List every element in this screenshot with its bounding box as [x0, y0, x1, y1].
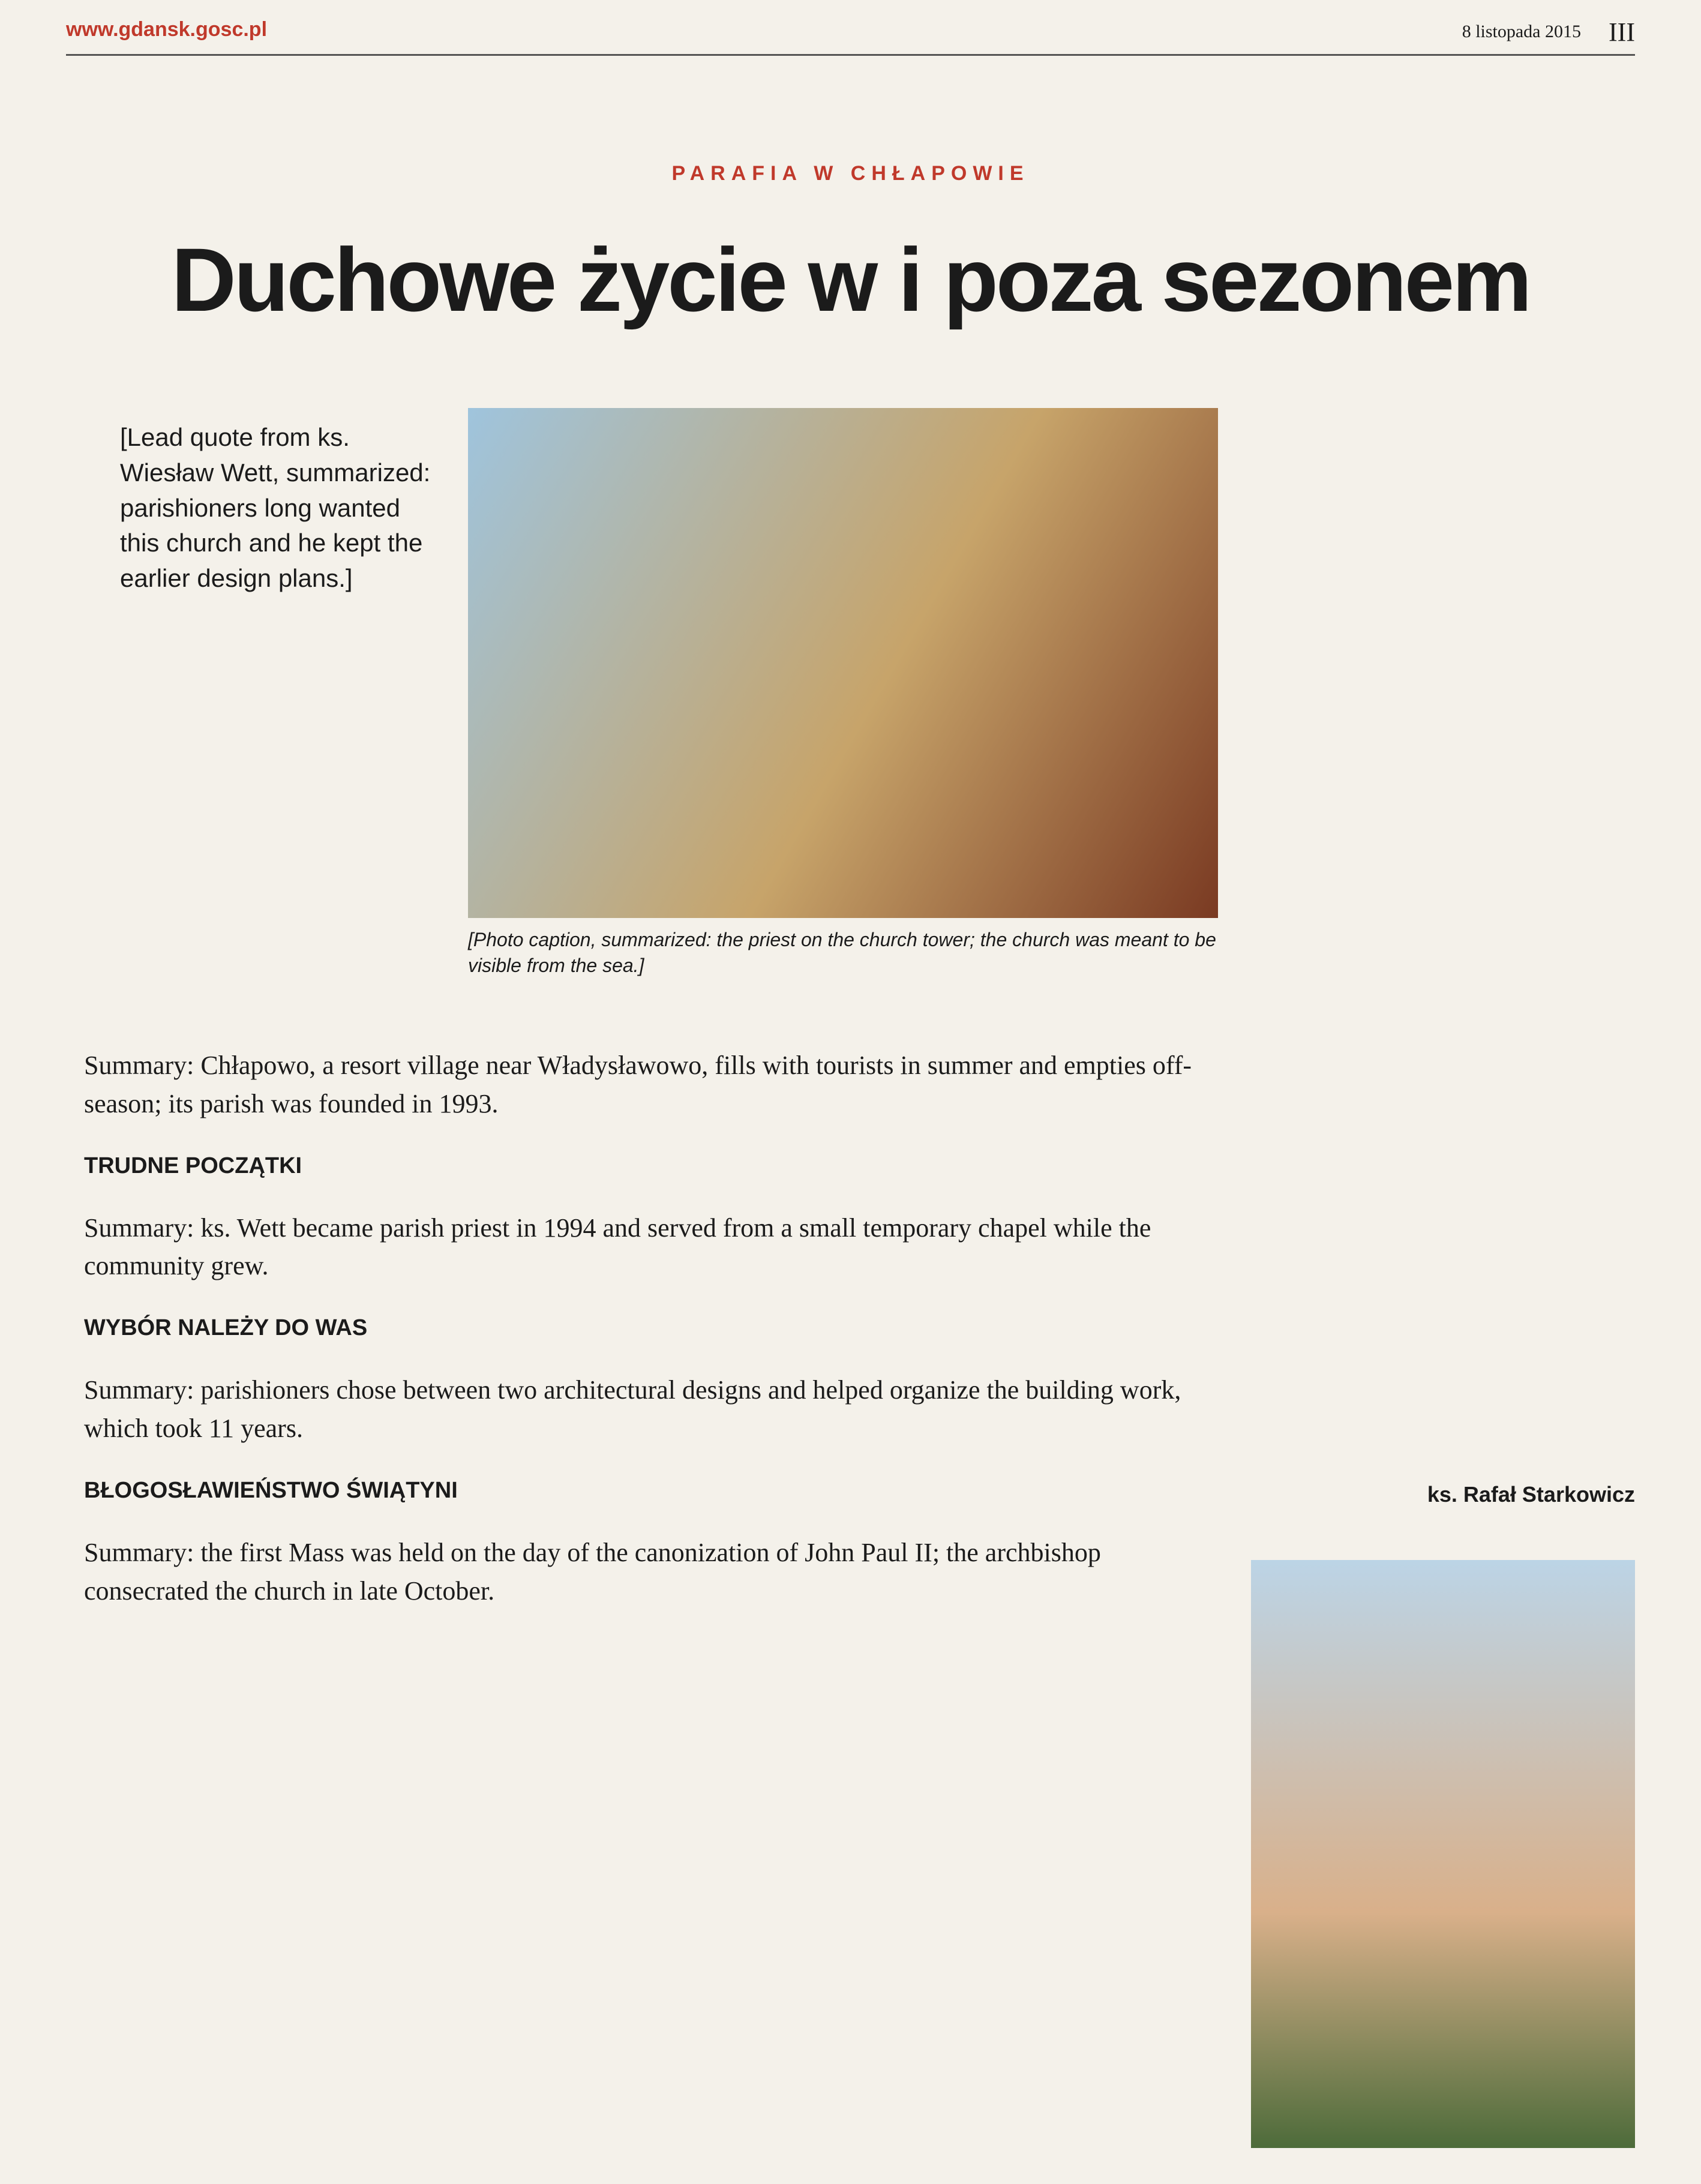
article-summary: [84, 1020, 1224, 1637]
section-text: Summary: ks. Wett became parish priest in 1994 and served from a small temporary chapel while the community grew.: [84, 1213, 1151, 1281]
priest-photo: [468, 408, 1218, 918]
section-heading: WYBÓR NALEŻY DO WAS: [84, 1315, 368, 1341]
page-number: III: [1609, 17, 1635, 47]
summary-intro: Summary: Chłapowo, a resort village near Władysławowo, fills with tourists in summer and empties off-season; its parish was founded in 1993.: [84, 1051, 1192, 1118]
section-heading: BŁOGOSŁAWIEŃSTWO ŚWIĄTYNI: [84, 1477, 458, 1503]
page-header: [66, 18, 1635, 56]
section-heading: TRUDNE POCZĄTKI: [84, 1153, 302, 1178]
article-author: ks. Rafał Starkowicz: [1427, 1482, 1635, 1507]
site-url[interactable]: www.gdansk.gosc.pl: [66, 18, 268, 41]
photo-caption: [Photo caption, summarized: the priest on the church tower; the church was meant to be visible from the sea.]: [468, 929, 1216, 977]
section-label: PARAFIA W CHŁAPOWIE: [671, 162, 1030, 185]
issue-date: 8 listopada 2015: [1462, 22, 1581, 41]
headline: Duchowe życie w i poza sezonem: [171, 229, 1530, 330]
lead-quote: [Lead quote from ks. Wiesław Wett, summarized: parishioners long wanted this church and he kept the earlier design plans.]: [120, 423, 431, 593]
church-photo: [1251, 1560, 1635, 2148]
section-text: Summary: parishioners chose between two architectural designs and helped organize the building work, which took 11 years.: [84, 1375, 1181, 1444]
section-text: Summary: the first Mass was held on the day of the canonization of John Paul II; the archbishop consecrated the church in late October.: [84, 1538, 1101, 1606]
